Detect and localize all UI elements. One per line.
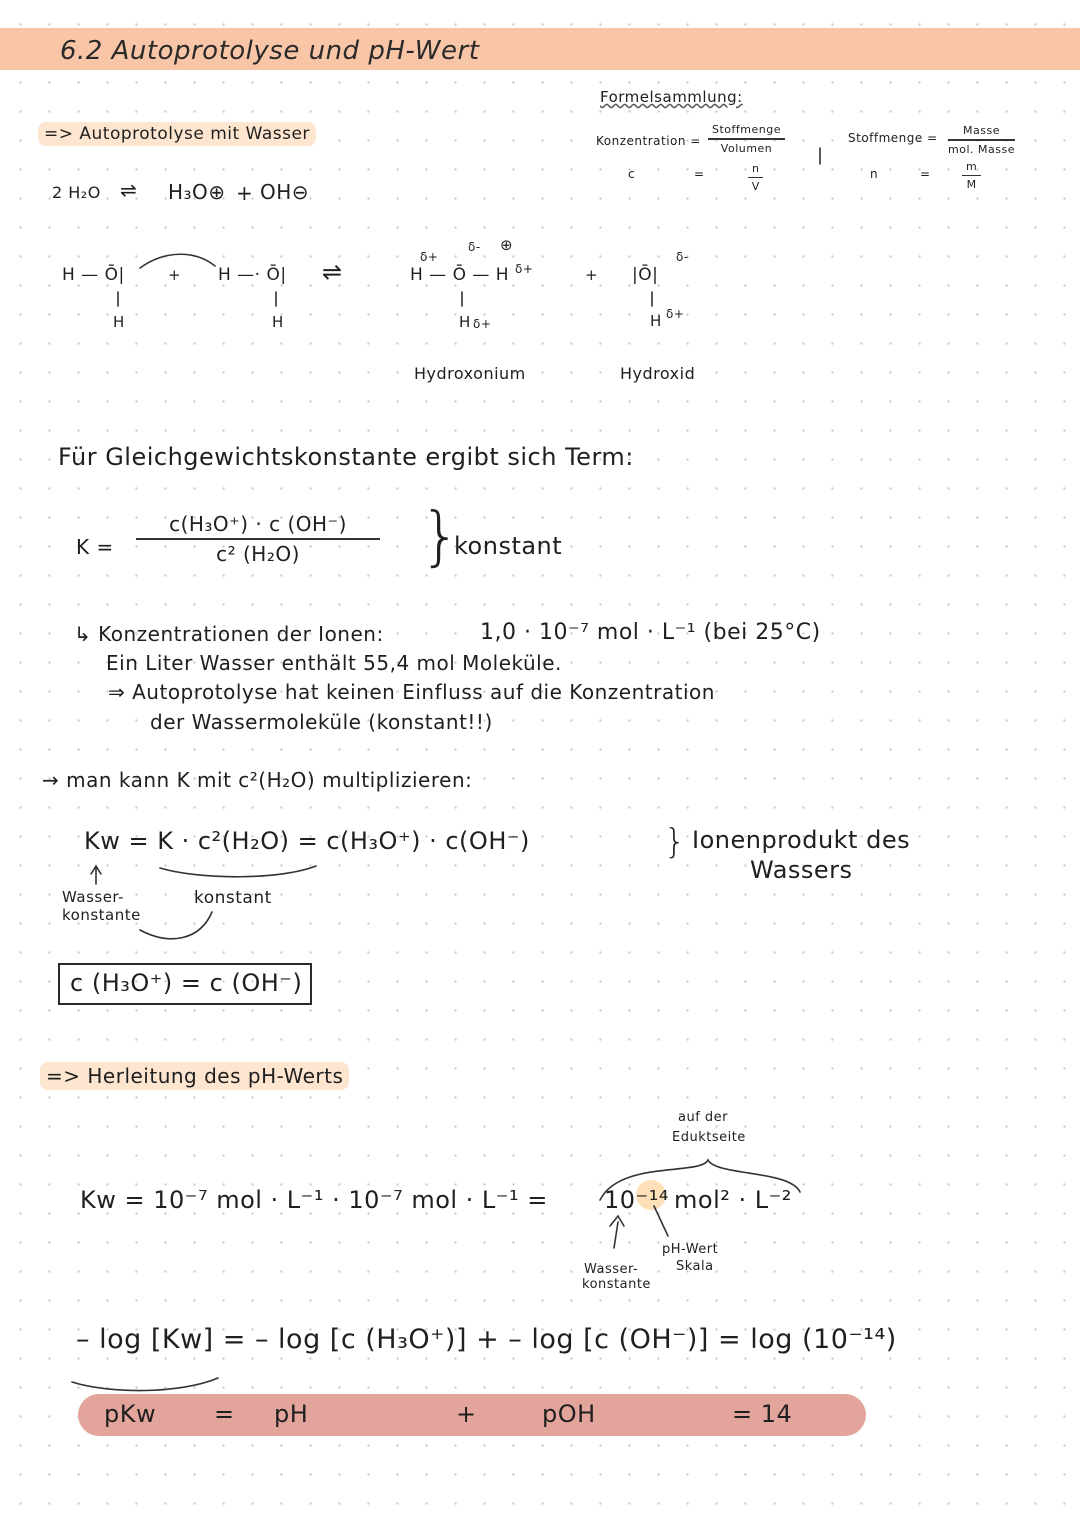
result-equals-1: = xyxy=(214,1400,235,1428)
molar-symbol-fraction xyxy=(962,160,981,191)
result-equals-14: = 14 xyxy=(732,1400,793,1428)
kw-note-water-line1: Wasser- xyxy=(62,888,125,906)
kw-note-water-line2: konstante xyxy=(62,906,141,924)
concentration-fraction xyxy=(708,123,785,155)
hydroxonium-delta-h-left: δ+ xyxy=(420,250,439,264)
kw-note-constant: konstant xyxy=(194,888,272,908)
equation-left: 2 H₂O xyxy=(52,183,101,202)
calc-note-water-line2: konstante xyxy=(582,1277,651,1292)
k-numerator: c(H₃O⁺) · c (OH⁻) xyxy=(136,512,380,540)
result-ph: pH xyxy=(274,1400,309,1428)
concentration-symbol-fraction xyxy=(748,162,763,193)
water-molecule-1-h: H xyxy=(113,313,125,331)
section-heading-autoprotolysis-text: => Autoprotolyse mit Wasser xyxy=(38,122,316,146)
hydroxonium-h: H xyxy=(459,313,471,331)
arrow-up-kw xyxy=(91,866,101,884)
concentration-denominator: Volumen xyxy=(720,142,773,155)
molar-symbol-equals: = xyxy=(920,167,931,181)
result-plus: + xyxy=(456,1400,477,1428)
equation-hydroxonium: H₃O⊕ xyxy=(168,180,226,204)
note-no-influence: ⇒ Autoprotolyse hat keinen Einfluss auf die Konzentration xyxy=(108,680,715,704)
water-molecule-1: H — Ō| xyxy=(62,265,125,285)
k-fraction xyxy=(136,512,380,566)
section-heading-ph-text: => Herleitung des pH-Werts xyxy=(40,1062,349,1090)
hydroxide-delta-o: δ- xyxy=(676,250,689,264)
kw-label-line1: Ionenprodukt des xyxy=(692,826,911,854)
kw-calculation-unit: mol² · L⁻² xyxy=(674,1186,792,1214)
note-liter-water: Ein Liter Wasser enthält 55,4 mol Moleküle. xyxy=(106,651,562,675)
note-water-molecules: der Wassermoleküle (konstant!!) xyxy=(150,710,493,734)
concentration-symbol-numerator: n xyxy=(748,162,763,178)
section-heading-ph xyxy=(40,1064,349,1088)
hydroxonium-structure: H — Ō — H xyxy=(410,265,510,285)
hydroxide-h: H xyxy=(650,312,662,330)
water-molecule-2-h: H xyxy=(272,313,284,331)
label-hydroxide: Hydroxid xyxy=(620,364,696,383)
molar-symbol-denominator: M xyxy=(966,178,977,191)
kw-brace: } xyxy=(664,822,687,862)
label-hydroxonium: Hydroxonium xyxy=(414,364,526,383)
hydroxide-structure: |Ō| xyxy=(632,265,659,285)
curved-arrow-constant xyxy=(140,912,212,939)
section-heading-autoprotolysis xyxy=(38,120,316,144)
concentration-numerator: Stoffmenge xyxy=(708,123,785,140)
equation-plus: + xyxy=(236,181,254,205)
calc-note-water-line1: Wasser- xyxy=(584,1262,639,1277)
educt-note-line2: Eduktseite xyxy=(672,1130,746,1145)
boxed-equation: c (H₃O⁺) = c (OH⁻) xyxy=(58,963,312,1005)
log-equation: – log [Kw] = – log [c (H₃O⁺)] + – log [c (OH⁻)] = log (10⁻¹⁴) xyxy=(76,1324,897,1355)
underbrace-kw xyxy=(160,866,316,877)
arrow-water-constant xyxy=(610,1216,624,1248)
molar-amount-label: Stoffmenge = xyxy=(848,131,938,145)
kw-label-line2: Wassers xyxy=(750,856,853,884)
hydroxonium-delta-h-right: δ+ xyxy=(515,262,534,276)
molar-amount-numerator: Masse xyxy=(948,124,1015,141)
equilibrium-intro: Für Gleichgewichtskonstante ergibt sich Term: xyxy=(58,443,634,471)
result-poh: pOH xyxy=(542,1400,596,1428)
hydroxonium-delta-bottom: δ+ xyxy=(473,317,492,331)
concentration-symbol-denominator: V xyxy=(751,180,760,193)
note-multiply: → man kann K mit c²(H₂O) multiplizieren: xyxy=(42,768,473,792)
water-molecule-2: H —· Ō| xyxy=(218,265,287,285)
hydroxonium-delta-o: δ- xyxy=(468,240,481,254)
molar-symbol-n: n xyxy=(870,167,879,181)
kw-calculation: Kw = 10⁻⁷ mol · L⁻¹ · 10⁻⁷ mol · L⁻¹ = xyxy=(80,1186,548,1214)
hydroxonium-charge: ⊕ xyxy=(500,236,514,254)
kw-calculation-power: 10⁻¹⁴ xyxy=(604,1186,669,1214)
concentration-symbol-c: c xyxy=(628,167,636,181)
concentration-symbol-equals: = xyxy=(694,167,705,181)
note-ion-concentration: ↳ Konzentrationen der Ionen: xyxy=(74,622,384,646)
structure-equilibrium-arrow: ⇌ xyxy=(322,258,343,286)
result-pkw: pKw xyxy=(104,1400,157,1428)
molar-symbol-numerator: m xyxy=(962,160,981,176)
k-label: K = xyxy=(76,535,114,559)
equation-arrow: ⇌ xyxy=(120,178,138,202)
k-denominator: c² (H₂O) xyxy=(216,542,300,566)
k-constant-label: konstant xyxy=(454,532,563,560)
kw-equation: Kw = K · c²(H₂O) = c(H₃O⁺) · c(OH⁻) xyxy=(84,827,530,855)
hydroxide-delta-bottom: δ+ xyxy=(666,307,685,321)
formula-heading: Formelsammlung: xyxy=(600,88,743,106)
calc-note-ph-line2: Skala xyxy=(676,1259,714,1274)
underbrace-pkw xyxy=(72,1378,218,1391)
k-brace: } xyxy=(420,500,462,574)
molar-amount-denominator: mol. Masse xyxy=(948,143,1015,156)
page-title: 6.2 Autoprotolyse und pH-Wert xyxy=(60,36,480,66)
educt-note-line1: auf der xyxy=(678,1110,729,1125)
concentration-label: Konzentration = xyxy=(596,134,701,148)
structure-plus-2: + xyxy=(585,266,599,284)
note-ion-concentration-value: 1,0 · 10⁻⁷ mol · L⁻¹ (bei 25°C) xyxy=(480,620,821,645)
molar-amount-fraction xyxy=(948,124,1015,156)
structure-plus-1: + xyxy=(168,266,182,284)
equation-hydroxide: OH⊖ xyxy=(260,180,310,204)
calc-note-ph-line1: pH-Wert xyxy=(662,1242,719,1257)
